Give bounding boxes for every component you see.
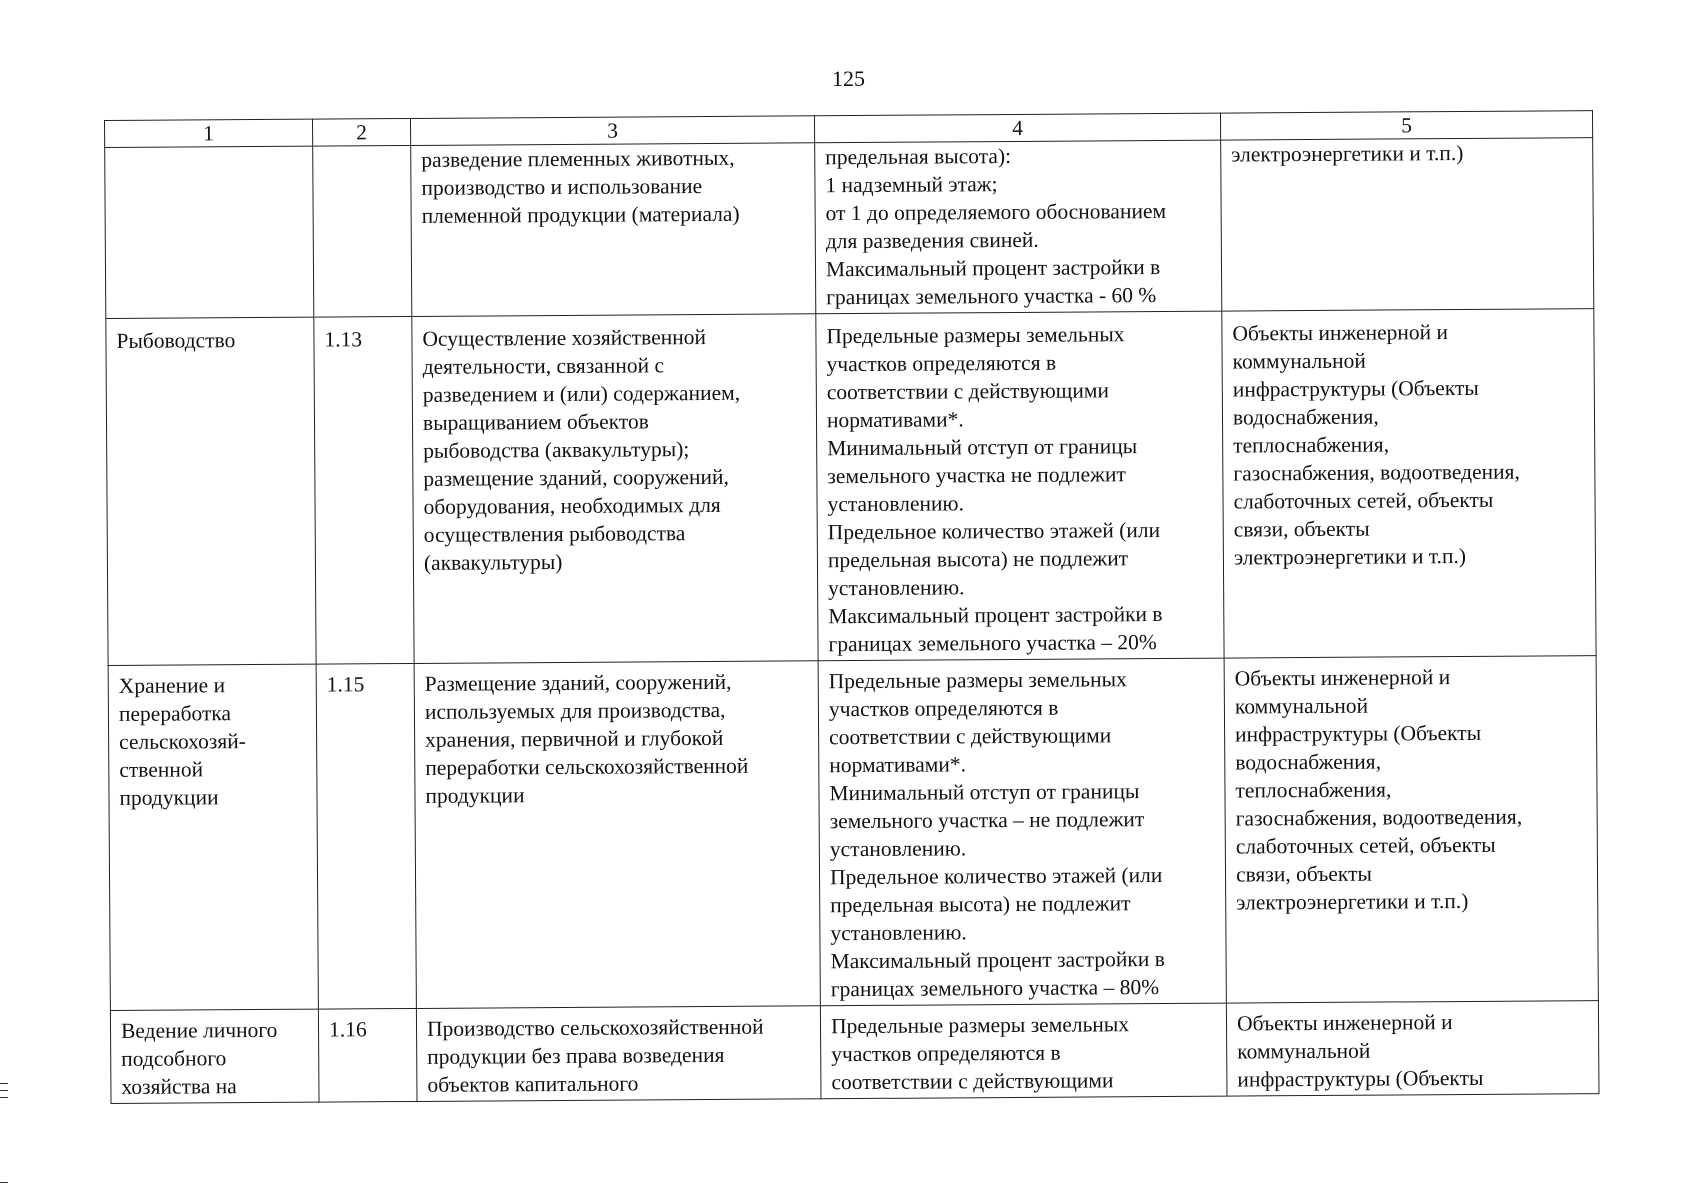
- column-header: 1: [105, 119, 313, 147]
- table-row: [106, 309, 1596, 666]
- use-type-description: разведение племенных животных, производство и использование племенной продукции (материала): [411, 143, 816, 317]
- use-type-code: [313, 145, 412, 317]
- margin-tick-mark: [0, 1097, 8, 1098]
- use-type-code: 1.13: [314, 316, 414, 664]
- margin-tick-mark: [0, 1083, 8, 1084]
- column-header: 3: [410, 116, 814, 146]
- use-type-description: Производство сельскохозяйственной продукции без права возведения объектов капитального: [416, 1006, 821, 1102]
- use-type-description: Осуществление хозяйственной деятельности, связанной с разведением и (или) содержанием, выращиванием объектов рыбоводства (аквакультуры); размещение зданий, сооружений, оборудования, необходимых для осуществления рыбоводства (аквакультуры): [412, 314, 818, 664]
- use-type-code: 1.15: [316, 663, 416, 1009]
- use-type-description: Размещение зданий, сооружений, используемых для производства, хранения, первичной и глубокой переработки сельскохозяйственной продукции: [414, 661, 820, 1009]
- building-parameters: Предельные размеры земельных участков определяются в соответствии с действующими нормативами*. Минимальный отступ от границы земельного участка не подлежит установлению. Предельное количество этажей (или предельная высота) не подлежит установлению. Максимальный процент застройки в границах земельного участка – 20%: [816, 311, 1224, 661]
- use-type-name: [105, 146, 314, 318]
- use-type-code: 1.16: [318, 1008, 417, 1102]
- building-parameters: Предельные размеры земельных участков определяются в соответствии с действующими: [820, 1003, 1227, 1099]
- auxiliary-uses: Объекты инженерной и коммунальной инфраструктуры (Объекты водоснабжения, теплоснабжения, газоснабжения, водоотведения, слаботочных сетей, объекты связи, объекты электроэнергетики и т.п.): [1224, 656, 1598, 1003]
- table-row: [110, 1001, 1599, 1104]
- auxiliary-uses: электроэнергетики и т.п.): [1221, 138, 1594, 311]
- margin-tick-mark: [0, 1182, 8, 1183]
- page-number: 125: [832, 66, 865, 91]
- building-parameters: Предельные размеры земельных участков определяются в соответствии с действующими нормативами*. Минимальный отступ от границы земельного участка – не подлежит установлению. Предельное количество этажей (или предельная высота) не подлежит установлению. Максимальный процент застройки в границах земельного участка – 80%: [818, 658, 1226, 1006]
- building-parameters: предельная высота): 1 надземный этаж; от 1 до определяемого обоснованием для разведения свиней. Максимальный процент застройки в границах земельного участка - 60 %: [815, 140, 1222, 314]
- auxiliary-uses: Объекты инженерной и коммунальной инфраструктуры (Объекты водоснабжения, теплоснабжения, газоснабжения, водоотведения, слаботочных сетей, объекты связи, объекты электроэнергетики и т.п.): [1222, 309, 1596, 658]
- column-header: 5: [1220, 111, 1592, 140]
- margin-tick-mark: [0, 1090, 8, 1091]
- use-type-name: Ведение личного подсобного хозяйства на: [110, 1009, 319, 1103]
- land-use-table: [104, 110, 1599, 1104]
- column-header: 4: [814, 113, 1220, 143]
- auxiliary-uses: Объекты инженерной и коммунальной инфраструктуры (Объекты: [1226, 1001, 1599, 1096]
- use-type-name: Хранение и переработка сельскохозяй- ственной продукции: [108, 664, 318, 1010]
- table-row: [108, 656, 1598, 1011]
- use-type-name: Рыбоводство: [106, 317, 316, 665]
- column-header: 2: [312, 118, 410, 146]
- table-row: [105, 138, 1594, 319]
